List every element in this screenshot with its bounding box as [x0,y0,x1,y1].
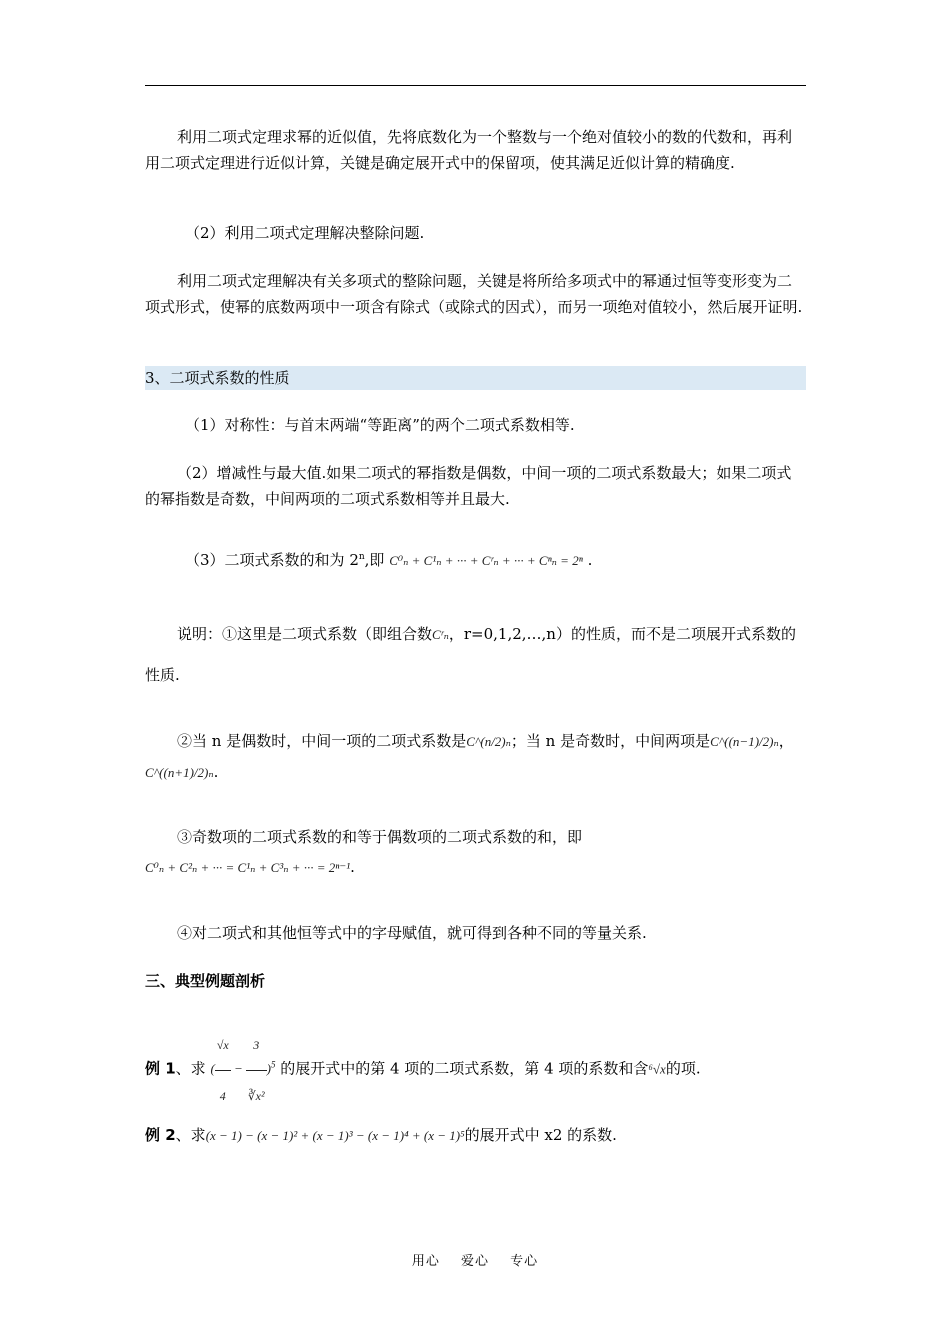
item2-heading: （2）利用二项式定理解决整除问题. [185,224,425,242]
middle-term-formula-odd-2: C^((n+1)/2)ₙ [145,765,214,780]
prop3-sup: n [358,552,365,562]
footer-item: 爱心 [460,1254,489,1269]
ex1-c: 的项. [665,1059,701,1078]
middle-term-formula-odd-1: C^((n−1)/2)ₙ [710,734,779,749]
property-sum [145,544,846,574]
ex1-b: 的展开式中的第 4 项的二项式系数，第 4 项的系数和含 [280,1059,649,1078]
property-monotonic: （2）增减性与最大值.如果二项式的幂指数是偶数，中间一项的二项式系数最大；如果二项式的幂指数是奇数，中间两项的二项式系数相等并且最大. [145,464,792,508]
note2-b: ；当 n 是奇数时，中间两项是 [510,732,711,750]
combination-formula: Cʳₙ [432,627,449,642]
section-three-title: 三、典型例题剖析 [145,972,266,990]
example1-expression: ( $\frac{√x}{4}$ − $\frac{3}{\text{∛x²}}$ )$^5$ [210,1061,275,1076]
note2 [145,726,806,788]
ex2-b: 的展开式中 x2 的系数. [464,1126,617,1144]
note2-a: ②当 n 是偶数时，中间一项的二项式系数是 [177,732,467,750]
note2-end: . [213,763,219,781]
note1-a: 说明：①这里是二项式系数（即组合数 [177,625,433,643]
page-footer [0,1250,950,1269]
prop3-mid: ,即 [364,551,385,569]
footer-item: 用心 [411,1254,440,1269]
note3-end: . [350,858,355,876]
middle-term-formula: C^(n/2)ₙ [466,734,511,749]
note1-b: ，r=0,1,2,…,n）的性质，而不是二项展开式系数的性质. [145,625,796,684]
note3-formula-line [145,854,806,881]
note3-text: ③奇数项的二项式系数的和等于偶数项的二项式系数的和，即 [177,828,583,846]
sixth-root-x: ⁶√x [648,1061,666,1077]
odd-even-sum-formula: C⁰ₙ + C²ₙ + ··· = C¹ₙ + C³ₙ + ··· = 2ⁿ⁻¹ [145,860,351,875]
property-symmetry: （1）对称性：与首末两端“等距离”的两个二项式系数相等. [185,416,575,434]
sum-formula: C⁰ₙ + C¹ₙ + ··· + Cʳₙ + ··· + Cⁿₙ = 2ⁿ [389,553,583,568]
paragraph-approximation: 利用二项式定理求幂的近似值，先将底数化为一个整数与一个绝对值较小的数的代数和，再利用二项式定理进行近似计算，关键是确定展开式中的保留项，使其满足近似计算的精确度. [145,128,793,172]
example2-expression: (x − 1) − (x − 1)² + (x − 1)³ − (x − 1)⁴ + (x − 1)⁵ [205,1128,465,1143]
ex2-a: 、求 [175,1126,206,1144]
example1 [145,1020,806,1121]
header-rule [145,85,806,86]
example2-label: 例 2 [145,1126,176,1144]
prop3-prefix: （3）二项式系数的和为 2 [185,551,359,569]
section3-title: 3、二项式系数的性质 [145,369,290,387]
note1 [145,614,806,695]
paragraph-divisibility: 利用二项式定理解决有关多项式的整除问题，关键是将所给多项式中的幂通过恒等变形变为二项式形式，使幂的底数两项中一项含有除式（或除式的因式），而另一项绝对值较小，然后展开证明. [145,272,803,316]
note4: ④对二项式和其他恒等式中的字母赋值，就可得到各种不同的等量关系. [177,924,647,942]
example2 [145,1122,806,1149]
note2-c: ， [778,732,794,750]
footer-item: 专心 [510,1254,539,1269]
note3 [145,824,806,850]
section3-title-bar [145,366,806,390]
ex1-a: 、求 [175,1059,206,1078]
prop3-end: . [587,551,593,569]
example1-label: 例 1 [145,1059,176,1078]
